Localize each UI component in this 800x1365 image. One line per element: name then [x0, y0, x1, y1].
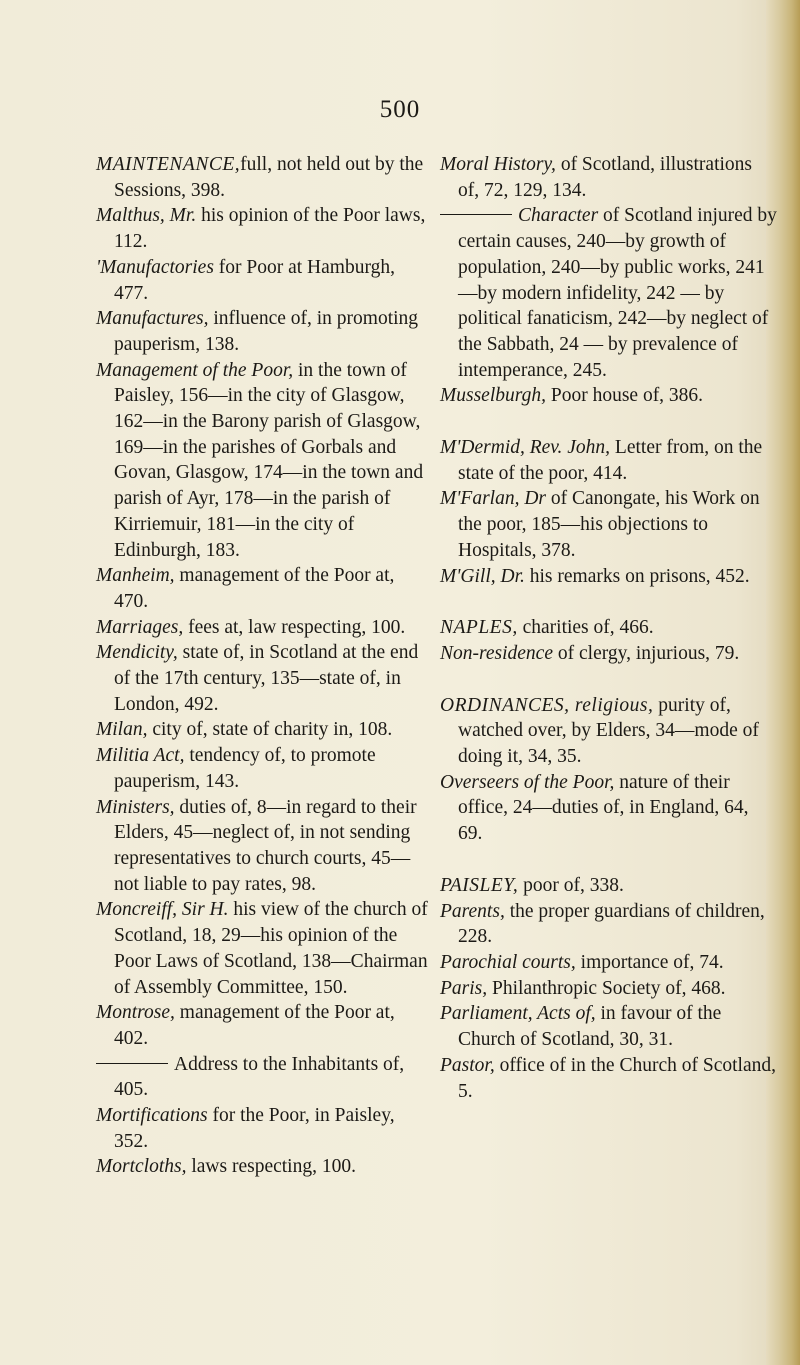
entry-text: of clergy, injurious, 79. — [553, 642, 740, 664]
entry-heading: 'Manufactories — [96, 256, 214, 278]
entry-heading: Marriages, — [96, 616, 184, 638]
index-entry — [96, 1000, 432, 1051]
entry-heading: Non-residence — [440, 642, 553, 664]
entry-heading: Parents, — [440, 900, 505, 922]
entry-text: Letter from, on the state of the poor, 414. — [458, 437, 763, 484]
entry-text: his remarks on prisons, 452. — [524, 565, 750, 587]
entry-text: full, not held out by the Sessions, 398. — [114, 154, 424, 201]
entry-heading: Manheim, — [96, 565, 175, 587]
entry-text: management of the Poor at, 470. — [114, 565, 395, 612]
entry-text: Address to the Inhabitants of, 405. — [114, 1053, 405, 1101]
entry-text: laws respecting, 100. — [186, 1156, 356, 1178]
index-entry — [440, 641, 777, 667]
index-entry — [96, 1052, 432, 1103]
index-entry — [440, 152, 777, 203]
index-entry — [440, 383, 777, 409]
index-entry — [96, 203, 432, 254]
index-entry — [96, 563, 432, 614]
entry-heading: Manufactures, — [96, 308, 209, 330]
index-entry — [96, 358, 432, 564]
entry-heading: NAPLES, — [440, 617, 518, 639]
entry-heading: Paris, — [440, 977, 488, 999]
index-entry — [96, 615, 432, 641]
entry-text: in favour of the Church of Scotland, 30, 31. — [458, 1003, 722, 1051]
index-entry — [440, 486, 777, 563]
index-entry — [96, 1154, 432, 1180]
entry-text: management of the Poor at, 402. — [114, 1002, 395, 1049]
index-entry — [440, 873, 777, 899]
ditto-dash — [440, 214, 512, 215]
entry-text: poor of, 338. — [518, 874, 624, 896]
entry-heading: Mortcloths, — [96, 1156, 187, 1178]
entry-heading: Ministers, — [96, 796, 175, 818]
entry-text: duties of, 8—in regard to their Elders, 45—neglect of, in not sending representatives to church courts, 45—not liable to pay rates, 98. — [114, 796, 417, 895]
entry-heading: M'Gill, Dr. — [440, 565, 525, 587]
entry-heading: Milan, — [96, 719, 148, 741]
index-entry — [440, 615, 777, 641]
entry-heading: Mendicity, — [96, 642, 178, 664]
index-entry — [440, 770, 777, 847]
index-column-left — [96, 152, 432, 1180]
entry-text: of Scotland injured by certain causes, 240—by growth of population, 240—by public works, 241—by modern infidelity, 242 — by political fanaticism, 242—by neglect of the Sabbath, 24 — by prevalence of intemperance, 245. — [458, 205, 777, 381]
index-entry — [96, 717, 432, 743]
entry-heading: M'Dermid, Rev. John, — [440, 437, 611, 459]
index-entry — [96, 743, 432, 794]
entry-text: in the town of Paisley, 156—in the city of Glasgow, 162—in the Barony parish of Glasgow, 169—in the parishes of Gorbals and Govan, Glasgow, 174—in the town and parish of Ayr, 178—in the parish of Kirriemuir, 181—in the city of Edinburgh, 183. — [114, 359, 424, 561]
entry-heading: Management of the Poor, — [96, 359, 294, 381]
entry-text: charities of, 466. — [517, 617, 654, 639]
entry-text: Philanthropic Society of, 468. — [487, 977, 726, 999]
entry-heading: Parliament, Acts of, — [440, 1003, 596, 1025]
entry-text: city of, state of charity in, 108. — [147, 719, 393, 741]
entry-heading: Character — [518, 205, 599, 227]
entry-heading: PAISLEY, — [440, 874, 519, 896]
entry-text: office of in the Church of Scotland, 5. — [458, 1054, 776, 1102]
entry-text: Poor house of, 386. — [545, 385, 704, 407]
entry-heading: Musselburgh, — [440, 385, 546, 407]
entry-heading: Montrose, — [96, 1002, 175, 1024]
index-entry — [96, 152, 432, 203]
entry-text: nature of their office, 24—duties of, in England, 64, 69. — [458, 771, 749, 845]
index-entry — [96, 255, 432, 306]
entry-heading: Malthus, Mr. — [96, 205, 197, 227]
index-column-right — [440, 152, 777, 1104]
entry-text: importance of, 74. — [575, 951, 724, 973]
entry-text: of Canongate, his Work on the poor, 185—his objections to Hospitals, 378. — [458, 488, 760, 561]
entry-text: tendency of, to promote pauperism, 143. — [114, 745, 376, 792]
index-entry — [440, 950, 777, 976]
entry-text: state of, in Scotland at the end of the 17th century, 135—state of, in London, 492. — [114, 642, 419, 715]
index-entry — [440, 899, 777, 950]
entry-heading: Overseers of the Poor, — [440, 771, 615, 793]
entry-text: for Poor at Hamburgh, 477. — [114, 256, 395, 304]
entry-text: his opinion of the Poor laws, 112. — [114, 205, 426, 253]
entry-heading: Mortifications — [96, 1105, 208, 1127]
entry-heading: Militia Act, — [96, 745, 185, 767]
entry-heading: Moncreiff, Sir H. — [96, 899, 229, 921]
entry-heading: Parochial courts, — [440, 951, 576, 973]
entry-heading: ORDINANCES, religious, — [440, 694, 654, 716]
index-entry — [440, 1053, 777, 1104]
entry-heading: Moral History, — [440, 154, 556, 175]
index-entry — [440, 1001, 777, 1052]
ditto-dash — [96, 1063, 168, 1064]
index-entry — [96, 897, 432, 1000]
entry-text: influence of, in promoting pauperism, 138. — [114, 308, 419, 355]
index-entry — [96, 795, 432, 898]
index-entry — [96, 306, 432, 357]
index-entry — [440, 203, 777, 383]
index-entry — [96, 640, 432, 717]
entry-heading: Pastor, — [440, 1054, 495, 1076]
index-entry — [440, 976, 777, 1002]
index-entry — [440, 564, 777, 590]
entry-text: of Scotland, illustrations of, 72, 129, 134. — [458, 154, 753, 201]
entry-heading: MAINTENANCE, — [96, 154, 241, 175]
entry-text: the proper guardians of children, 228. — [458, 900, 765, 948]
entry-text: for the Poor, in Paisley, 352. — [114, 1105, 395, 1152]
entry-text: fees at, law respecting, 100. — [183, 616, 406, 638]
entry-text: his view of the church of Scotland, 18, 29—his opinion of the Poor Laws of Scotland, 138—Chairman of Assembly Committee, 150. — [114, 899, 428, 998]
index-entry — [440, 693, 777, 770]
index-entry — [440, 435, 777, 486]
index-entry — [96, 1103, 432, 1154]
page-number: 500 — [379, 96, 421, 123]
entry-text: purity of, watched over, by Elders, 34—mode of doing it, 34, 35. — [458, 694, 759, 768]
entry-heading: M'Farlan, Dr — [440, 488, 547, 510]
